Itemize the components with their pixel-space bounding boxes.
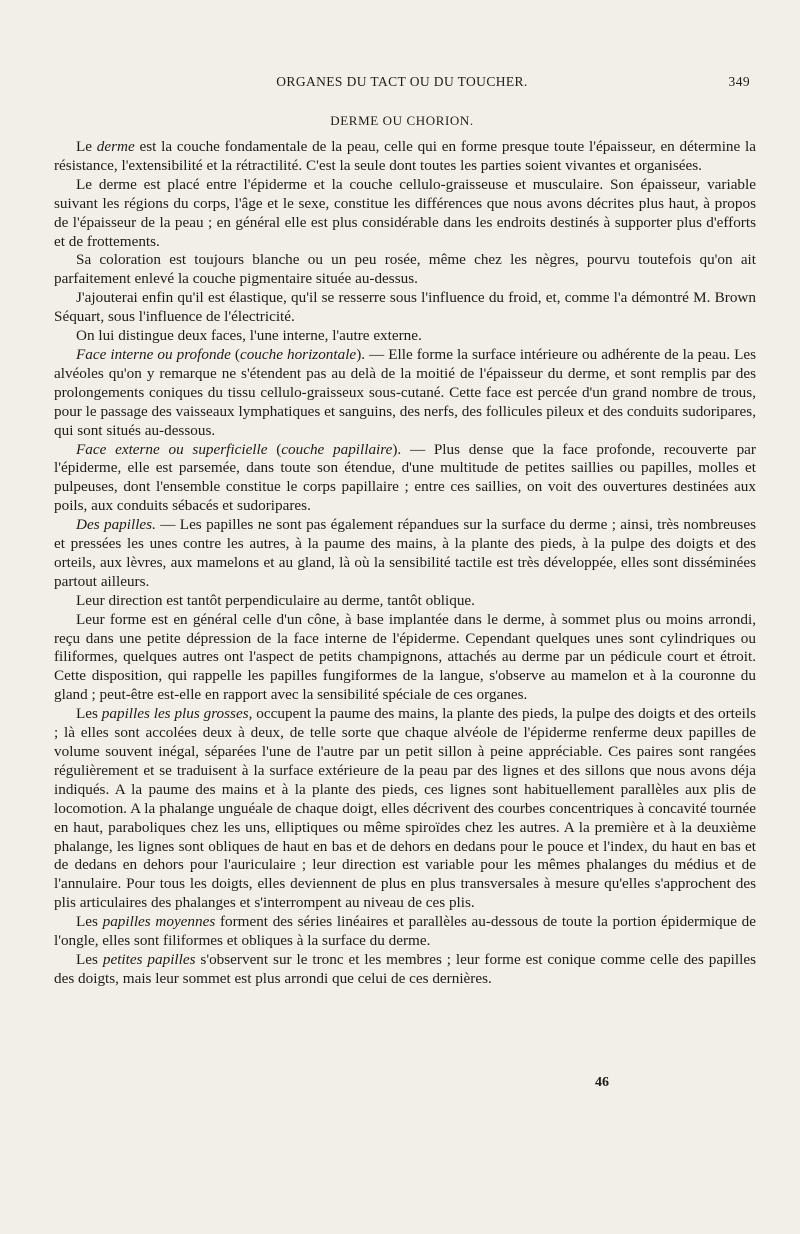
- paragraph: [54, 138, 756, 176]
- italic-run: Face externe ou superficielle: [76, 440, 268, 458]
- paragraph: [54, 516, 756, 592]
- paragraph: [54, 327, 756, 346]
- paragraph: [54, 346, 756, 441]
- text-run: Leur direction est tantôt perpendiculaire au derme, tantôt oblique.: [76, 591, 475, 609]
- text-run: (: [230, 345, 240, 363]
- text-run: est la couche fondamentale de la peau, celle qui en forme presque toute l'épaisseur, en détermine la résistance, l'extensibilité et la rétractilité. C'est la seule dont toutes les parties soient vivantes et organisées.: [54, 138, 756, 174]
- text-run: Le derme est placé entre l'épiderme et la couche cellulo-graisseuse et musculaire. Son épaisseur, variable suivant les régions du corps, l'âge et le sexe, constitue les différences que nous avons décrites plus haut, à propos de l'épaisseur de la peau ; en général elle est plus considérable dans les endroits destinés à supporter plus d'efforts et de frottements.: [54, 175, 756, 250]
- italic-run: petites papilles: [102, 950, 196, 968]
- paragraph: [54, 913, 756, 951]
- text-run: , occupent la paume des mains, la plante des pieds, la pulpe des doigts et des orteils ; là elles sont accolées deux à deux, de telle sorte que chaque alvéole de l'épiderme renferme deux papilles de volume souvent inégal, séparées l'une de l'autre par un petit sillon à peine appréciable. Ces paires sont rangées régulièrement et se traduisent à la surface extérieure de la peau par des lignes et des sillons que nous avons déja indiqués. A la paume des mains et à la plante des pieds, ces lignes sont habituellement parallèles aux plis de locomotion. A la phalange unguéale de chaque doigt, elles décrivent des courbes concentriques à concavité tournée en haut, paraboliques chez les uns, elliptiques ou même spiroïdes chez les autres. A la première et à la deuxième phalange, les lignes sont obliques de haut en bas et de dehors en dedans pour le pouce et l'index, du haut en bas et de dedans en dehors pour l'auriculaire ; leur direction est variable pour les mêmes phalanges du médius et de l'annulaire. Pour tous les doigts, elles deviennent de plus en plus transversales à mesure qu'elles s'approchent des plis articulaires des phalanges et s'interrompent au niveau de ces plis.: [54, 705, 756, 912]
- printer-signature: 46: [595, 1075, 609, 1090]
- text-run: On lui distingue deux faces, l'une interne, l'autre externe.: [76, 327, 422, 345]
- text-run: (: [267, 440, 282, 458]
- italic-run: couche horizontale: [239, 345, 357, 363]
- page-header: [54, 74, 750, 96]
- text-run: ). — Elle forme la surface intérieure ou adhérente de la peau. Les alvéoles qu'on y remarque ne s'étendent pas au delà de la moitié de l'épaisseur du derme, et sont remplis par des prolongements coniques du tissu cellulo-graisseux sous-cutané. Cette face est percée d'un grand nombre de trous, pour le passage des vaisseaux lymphatiques et sanguins, des nerfs, des follicules pileux et des conduits sudoripares, qui sont situés au-dessous.: [54, 345, 757, 439]
- text-run: forment des séries linéaires et parallèles au-dessous de toute la portion épidermique de l'ongle, elles sont filiformes et obliques à la surface du derme.: [54, 913, 756, 950]
- paragraph: [54, 251, 756, 289]
- paragraph: [54, 611, 756, 706]
- paragraph: [54, 176, 756, 252]
- text-run: Les: [76, 950, 103, 968]
- text-run: s'observent sur le tronc et les membres ; leur forme est conique comme celle des papilles des doigts, mais leur sommet est plus arrondi que celui de ces dernières.: [54, 950, 756, 987]
- italic-run: Face interne ou profonde: [76, 345, 231, 363]
- paragraph: [54, 289, 756, 327]
- paragraph: [54, 705, 756, 913]
- running-title: ORGANES DU TACT OU DU TOUCHER.: [276, 74, 528, 89]
- italic-run: couche papillaire: [281, 440, 393, 458]
- text-run: — Les papilles ne sont pas également répandues sur la surface du derme ; ainsi, très nombreuses et pressées les unes contre les autres, à la paume des mains, à la plante des pieds, à la pulpe des doigts et des orteils, aux lèvres, aux mamelons et au gland, là où la sensibilité tactile est très développée, elles sont disséminées partout ailleurs.: [54, 516, 756, 590]
- text-run: J'ajouterai enfin qu'il est élastique, qu'il se resserre sous l'influence du froid, et, comme l'a démontré M. Brown Séquart, sous l'influence de l'électricité.: [54, 289, 756, 326]
- paragraph: [54, 592, 756, 611]
- italic-run: papilles moyennes: [102, 913, 216, 931]
- page-number: 349: [728, 74, 750, 89]
- text-run: Leur forme est en général celle d'un cône, à base implantée dans le derme, à sommet plus ou moins arrondi, reçu dans une petite dépression de la face interne de l'épiderme. Cependant quelques unes sont cylindriques ou filiformes, quelques autres ont l'aspect de petits champignons, attachés au derme par un pédicule court et étroit. Cette disposition, qui rappelle les papilles fungiformes de la langue, s'observe au mamelon et à la couronne du gland ; peut-être est-elle en rapport avec la sensibilité spéciale de ces organes.: [54, 610, 756, 704]
- text-run: ). — Plus dense que la face profonde, recouverte par l'épiderme, elle est parsemée, dans toute son étendue, d'une multitude de petites saillies ou papilles, molles et pulpeuses, dont l'ensemble constitue le corps papillaire ; entre ces saillies, on voit des ouvertures destinées aux poils, aux conduits sébacés et sudoripares.: [54, 440, 756, 515]
- italic-run: papilles les plus grosses: [101, 705, 249, 723]
- paragraph: [54, 951, 756, 989]
- italic-run: derme: [96, 138, 135, 155]
- italic-run: Des papilles.: [76, 516, 156, 534]
- paragraph: [54, 441, 756, 517]
- text-run: Le: [76, 138, 97, 155]
- body-text: [54, 138, 756, 989]
- text-run: Sa coloration est toujours blanche ou un peu rosée, même chez les nègres, pourvu toutefois qu'on ait parfaitement enlevé la couche pigmentaire située au-dessus.: [54, 251, 756, 288]
- section-title: DERME OU CHORION.: [330, 113, 474, 128]
- text-run: Les: [76, 705, 102, 723]
- text-run: Les: [76, 913, 103, 931]
